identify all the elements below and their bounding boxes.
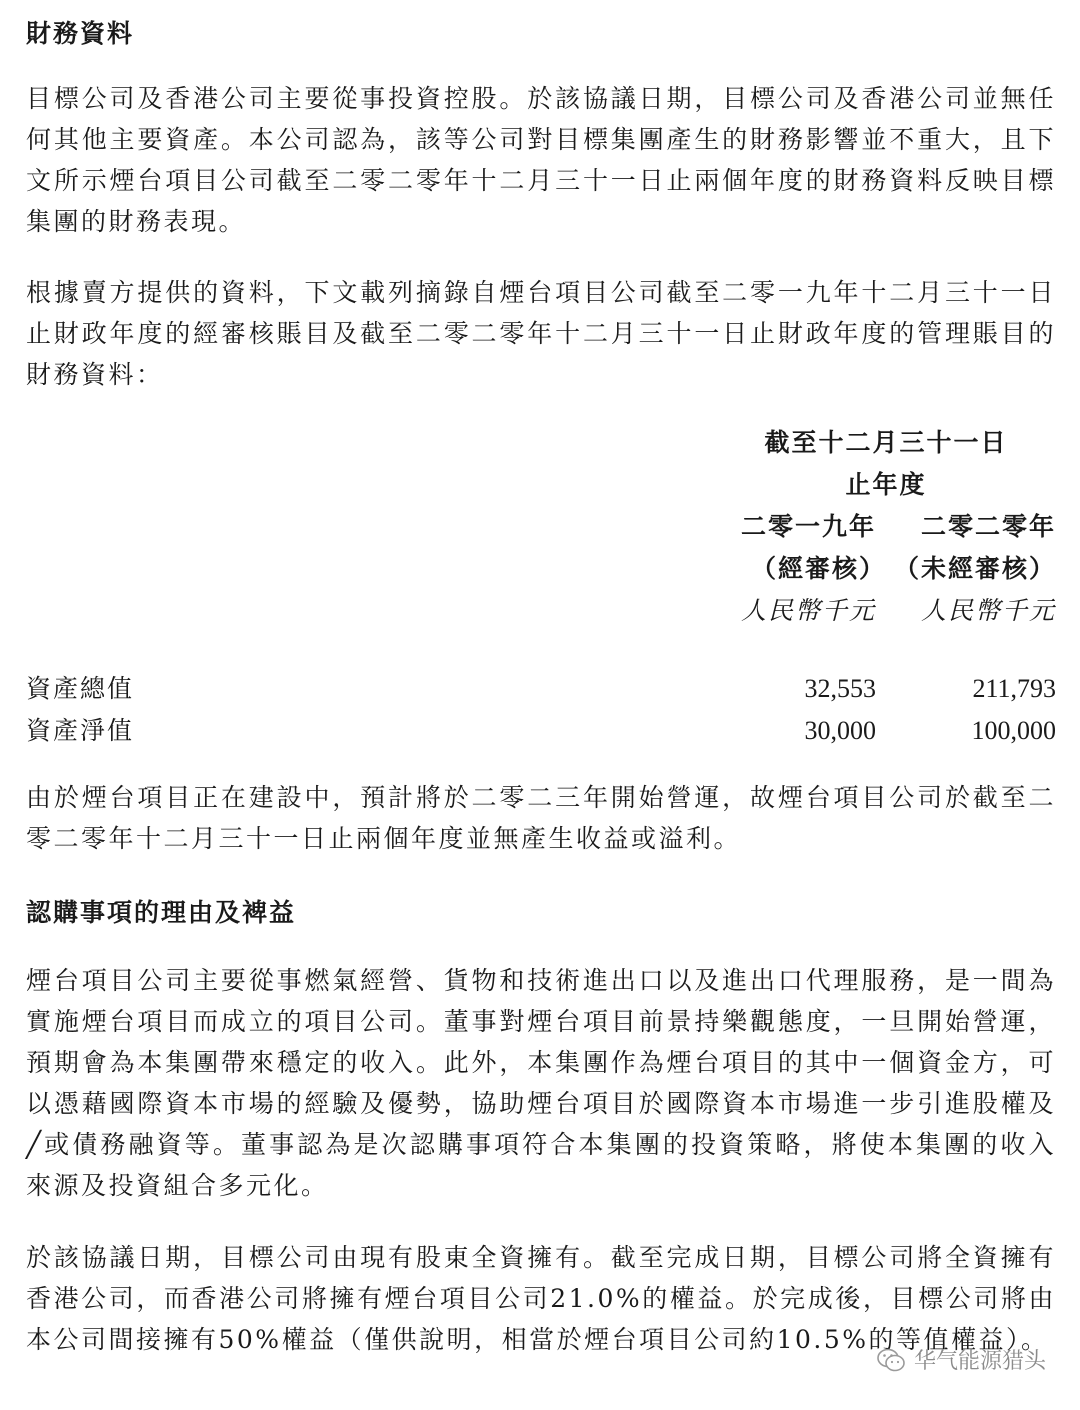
audit-status-row [716, 548, 1056, 590]
paragraph-financial-note: 由於煙台項目正在建設中，預計將於二零二三年開始營運，故煙台項目公司於截至二零二零年十二月三十一日止兩個年度並無產生收益或溢利。 [26, 783, 1056, 853]
year-2020: 二零二零年 [920, 512, 1056, 541]
unit-2019: 人民幣千元 [740, 596, 876, 625]
total-assets-2020: 211,793 [972, 674, 1056, 703]
unit-row [716, 590, 1056, 632]
section-heading-reasons-benefits: 認購事項的理由及裨益 [26, 898, 297, 927]
paragraph-reasons: 煙台項目公司主要從事燃氣經營、貨物和技術進出口以及進出口代理服務，是一間為實施煙台項目而成立的項目公司。董事對煙台項目前景持樂觀態度，一旦開始營運，預期會為本集團帶來穩定的收入。此外，本集團作為煙台項目的其中一個資金方，可以憑藉國際資本市場的經驗及優勢，協助煙台項目於國際資本市場進一步引進股權及╱或債務融資等。董事認為是次認購事項符合本集團的投資策略，將使本集團的收入來源及投資組合多元化。 [26, 966, 1056, 1200]
net-assets-2020: 100,000 [971, 716, 1056, 745]
watermark [876, 1344, 1046, 1375]
paragraph-ownership: 於該協議日期，目標公司由現有股東全資擁有。截至完成日期，目標公司將全資擁有香港公司，而香港公司將擁有煙台項目公司21.0%的權益。於完成後，目標公司將由本公司間接擁有50%權益（僅供說明，相當於煙台項目公司約10.5%的等值權益）。 [26, 1243, 1056, 1354]
year-2019: 二零一九年 [740, 512, 876, 541]
section-heading-financial-info: 財務資料 [26, 19, 135, 48]
table-row [26, 710, 1056, 752]
financial-table [26, 668, 1056, 752]
financial-table-header [716, 422, 1056, 632]
row-label-net-assets: 資產淨值 [26, 716, 135, 745]
audit-status-2020: （未經審核） [893, 554, 1056, 583]
audit-status-2019: （經審核） [750, 554, 886, 583]
table-row [26, 668, 1056, 710]
period-heading-line2: 止年度 [845, 470, 927, 499]
paragraph-financial-source: 根據賣方提供的資料，下文載列摘錄自煙台項目公司截至二零一九年十二月三十一日止財政年度的經審核賬目及截至二零二零年十二月三十一日止財政年度的管理賬目的財務資料： [26, 278, 1056, 389]
watermark-text: 华气能源猎头 [913, 1349, 1046, 1374]
net-assets-2019: 30,000 [804, 716, 876, 745]
period-heading-line1: 截至十二月三十一日 [764, 428, 1008, 457]
unit-2020: 人民幣千元 [920, 596, 1056, 625]
row-label-total-assets: 資產總值 [26, 674, 135, 703]
paragraph-financial-intro: 目標公司及香港公司主要從事投資控股。於該協議日期，目標公司及香港公司並無任何其他主要資產。本公司認為，該等公司對目標集團產生的財務影響並不重大，且下文所示煙台項目公司截至二零二零年十二月三十一日止兩個年度的財務資料反映目標集團的財務表現。 [26, 84, 1056, 236]
wechat-icon [876, 1347, 906, 1373]
total-assets-2019: 32,553 [804, 674, 876, 703]
year-row [716, 506, 1056, 548]
